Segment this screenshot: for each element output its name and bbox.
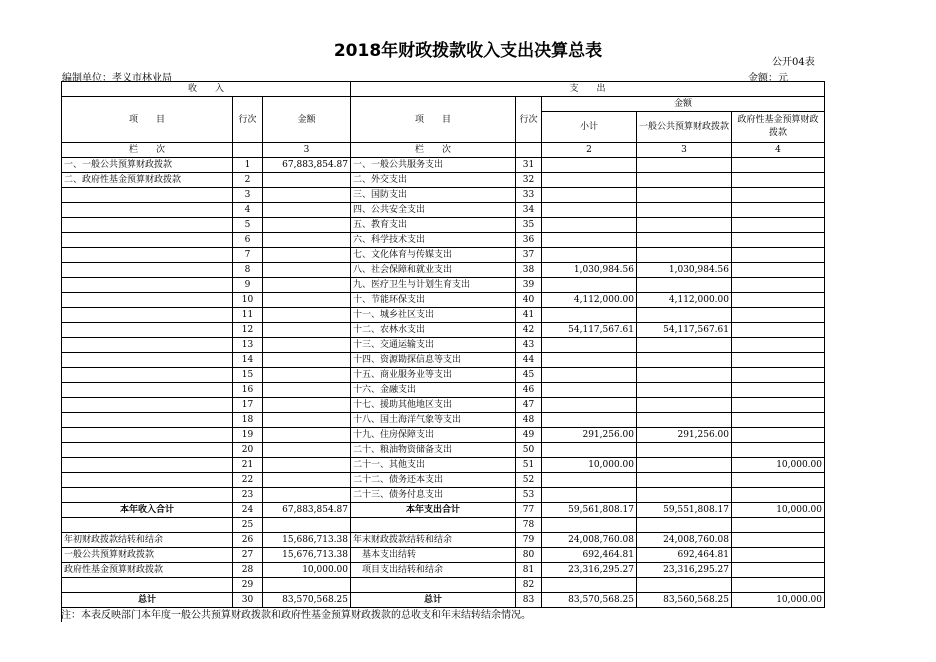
row-subtotal — [542, 398, 637, 413]
row-left-line-no: 16 — [233, 383, 263, 398]
row-left-item — [62, 233, 233, 248]
row-left-line-no: 9 — [233, 278, 263, 293]
row-general-budget: 291,256.00 — [637, 428, 732, 443]
row-right-item: 十、节能环保支出 — [351, 293, 516, 308]
row-right-item: 一、一般公共服务支出 — [351, 158, 516, 173]
row-left-line-no: 30 — [233, 593, 263, 608]
row-right-line-no: 35 — [516, 218, 542, 233]
column-index-4: 4 — [732, 143, 825, 158]
row-right-item: 八、社会保障和就业支出 — [351, 263, 516, 278]
row-fund-budget — [732, 203, 825, 218]
row-subtotal: 10,000.00 — [542, 458, 637, 473]
table-row — [62, 548, 825, 563]
row-right-item: 十八、国土海洋气象等支出 — [351, 413, 516, 428]
row-left-item — [62, 188, 233, 203]
table-row — [62, 278, 825, 293]
row-left-item: 年初财政拨款结转和结余 — [62, 533, 233, 548]
row-right-line-no: 38 — [516, 263, 542, 278]
row-left-item: 总计 — [62, 593, 233, 608]
row-right-item: 基本支出结转 — [351, 548, 516, 563]
row-fund-budget — [732, 353, 825, 368]
row-left-item — [62, 413, 233, 428]
row-general-budget — [637, 233, 732, 248]
table-row — [62, 368, 825, 383]
row-left-line-no: 11 — [233, 308, 263, 323]
row-right-line-no: 45 — [516, 368, 542, 383]
row-right-item: 七、文化体育与传媒支出 — [351, 248, 516, 263]
row-fund-budget — [732, 398, 825, 413]
row-fund-budget — [732, 578, 825, 593]
row-right-item: 本年支出合计 — [351, 503, 516, 518]
row-general-budget — [637, 518, 732, 533]
row-subtotal — [542, 233, 637, 248]
row-amount — [263, 203, 351, 218]
column-index-blank — [516, 143, 542, 158]
row-subtotal — [542, 488, 637, 503]
row-amount: 15,676,713.38 — [263, 548, 351, 563]
row-right-item: 年末财政拨款结转和结余 — [351, 533, 516, 548]
row-amount — [263, 518, 351, 533]
row-right-item: 十一、城乡社区支出 — [351, 308, 516, 323]
column-index-label-right: 栏 次 — [351, 143, 516, 158]
row-amount — [263, 578, 351, 593]
row-amount — [263, 413, 351, 428]
row-left-item — [62, 308, 233, 323]
row-right-line-no: 78 — [516, 518, 542, 533]
row-fund-budget — [732, 488, 825, 503]
row-right-line-no: 41 — [516, 308, 542, 323]
row-amount: 67,883,854.87 — [263, 503, 351, 518]
row-fund-budget — [732, 263, 825, 278]
row-right-line-no: 52 — [516, 473, 542, 488]
table-row — [62, 518, 825, 533]
row-right-line-no: 31 — [516, 158, 542, 173]
row-left-line-no: 10 — [233, 293, 263, 308]
table-row — [62, 203, 825, 218]
row-right-item: 二十三、债务付息支出 — [351, 488, 516, 503]
row-amount — [263, 263, 351, 278]
table-row — [62, 293, 825, 308]
row-right-item: 二、外交支出 — [351, 173, 516, 188]
row-left-line-no: 14 — [233, 353, 263, 368]
row-right-line-no: 50 — [516, 443, 542, 458]
row-right-item: 总计 — [351, 593, 516, 608]
row-subtotal — [542, 203, 637, 218]
row-left-item — [62, 338, 233, 353]
row-left-line-no: 3 — [233, 188, 263, 203]
row-left-item — [62, 323, 233, 338]
row-amount — [263, 473, 351, 488]
row-right-line-no: 33 — [516, 188, 542, 203]
item-header-left: 项 目 — [62, 97, 233, 143]
amount-group-header: 金额 — [542, 97, 825, 112]
row-fund-budget: 10,000.00 — [732, 593, 825, 608]
table-row — [62, 173, 825, 188]
row-left-item: 一、一般公共预算财政拨款 — [62, 158, 233, 173]
row-amount — [263, 308, 351, 323]
row-right-item — [351, 578, 516, 593]
row-right-line-no: 39 — [516, 278, 542, 293]
row-left-item — [62, 458, 233, 473]
row-general-budget — [637, 578, 732, 593]
row-general-budget — [637, 488, 732, 503]
row-right-item: 九、医疗卫生与计划生育支出 — [351, 278, 516, 293]
row-left-line-no: 22 — [233, 473, 263, 488]
row-amount — [263, 278, 351, 293]
row-general-budget — [637, 443, 732, 458]
form-number: 公开04表 — [772, 57, 815, 68]
row-right-line-no: 49 — [516, 428, 542, 443]
row-left-item: 本年收入合计 — [62, 503, 233, 518]
row-fund-budget — [732, 233, 825, 248]
table-row — [62, 533, 825, 548]
table-row — [62, 443, 825, 458]
item-header-right: 项 目 — [351, 97, 516, 143]
row-subtotal — [542, 353, 637, 368]
row-left-line-no: 1 — [233, 158, 263, 173]
row-left-item — [62, 578, 233, 593]
row-left-item — [62, 473, 233, 488]
column-index-3b: 3 — [637, 143, 732, 158]
row-right-item — [351, 518, 516, 533]
row-fund-budget — [732, 173, 825, 188]
row-left-item — [62, 383, 233, 398]
row-right-line-no: 43 — [516, 338, 542, 353]
row-general-budget: 692,464.81 — [637, 548, 732, 563]
row-right-line-no: 81 — [516, 563, 542, 578]
fund-budget-header: 政府性基金预算财政拨款 — [732, 112, 825, 143]
row-left-item — [62, 203, 233, 218]
row-subtotal: 291,256.00 — [542, 428, 637, 443]
row-amount — [263, 233, 351, 248]
row-right-line-no: 36 — [516, 233, 542, 248]
row-fund-budget — [732, 533, 825, 548]
row-right-item: 二十一、其他支出 — [351, 458, 516, 473]
row-fund-budget — [732, 428, 825, 443]
table-row — [62, 248, 825, 263]
row-fund-budget — [732, 473, 825, 488]
row-general-budget: 24,008,760.08 — [637, 533, 732, 548]
row-general-budget — [637, 368, 732, 383]
row-amount: 10,000.00 — [263, 563, 351, 578]
row-amount: 15,686,713.38 — [263, 533, 351, 548]
row-right-line-no: 77 — [516, 503, 542, 518]
row-left-item — [62, 263, 233, 278]
row-fund-budget — [732, 548, 825, 563]
row-subtotal: 54,117,567.61 — [542, 323, 637, 338]
row-amount — [263, 338, 351, 353]
table-row — [62, 338, 825, 353]
row-left-item — [62, 368, 233, 383]
row-amount — [263, 368, 351, 383]
budget-table — [61, 81, 825, 608]
row-subtotal — [542, 443, 637, 458]
row-right-line-no: 48 — [516, 413, 542, 428]
row-subtotal — [542, 278, 637, 293]
row-general-budget — [637, 173, 732, 188]
row-right-line-no: 80 — [516, 548, 542, 563]
row-amount — [263, 353, 351, 368]
row-general-budget: 4,112,000.00 — [637, 293, 732, 308]
row-amount — [263, 458, 351, 473]
row-amount — [263, 173, 351, 188]
row-left-item — [62, 398, 233, 413]
row-fund-budget — [732, 383, 825, 398]
row-subtotal — [542, 578, 637, 593]
row-right-line-no: 47 — [516, 398, 542, 413]
table-row — [62, 263, 825, 278]
row-general-budget — [637, 248, 732, 263]
row-left-line-no: 15 — [233, 368, 263, 383]
row-amount — [263, 428, 351, 443]
line-no-header-left: 行次 — [233, 97, 263, 143]
row-fund-budget: 10,000.00 — [732, 503, 825, 518]
row-left-item — [62, 218, 233, 233]
row-amount — [263, 443, 351, 458]
row-subtotal — [542, 413, 637, 428]
row-amount — [263, 188, 351, 203]
row-right-line-no: 42 — [516, 323, 542, 338]
table-row — [62, 188, 825, 203]
row-right-item: 五、教育支出 — [351, 218, 516, 233]
row-general-budget: 59,551,808.17 — [637, 503, 732, 518]
row-left-item — [62, 293, 233, 308]
row-left-item: 一般公共预算财政拨款 — [62, 548, 233, 563]
row-subtotal — [542, 518, 637, 533]
row-general-budget — [637, 413, 732, 428]
row-subtotal: 692,464.81 — [542, 548, 637, 563]
row-left-line-no: 4 — [233, 203, 263, 218]
row-subtotal: 23,316,295.27 — [542, 563, 637, 578]
row-amount — [263, 398, 351, 413]
column-index-2: 2 — [542, 143, 637, 158]
row-left-line-no: 20 — [233, 443, 263, 458]
table-row — [62, 308, 825, 323]
table-row — [62, 458, 825, 473]
row-right-item: 六、科学技术支出 — [351, 233, 516, 248]
table-row — [62, 353, 825, 368]
row-subtotal: 83,570,568.25 — [542, 593, 637, 608]
row-fund-budget — [732, 368, 825, 383]
row-left-line-no: 12 — [233, 323, 263, 338]
row-subtotal — [542, 338, 637, 353]
row-right-line-no: 37 — [516, 248, 542, 263]
table-row — [62, 413, 825, 428]
row-left-item — [62, 278, 233, 293]
row-fund-budget — [732, 248, 825, 263]
row-right-line-no: 40 — [516, 293, 542, 308]
table-row — [62, 323, 825, 338]
row-left-item — [62, 518, 233, 533]
row-fund-budget — [732, 278, 825, 293]
row-fund-budget — [732, 563, 825, 578]
row-fund-budget — [732, 188, 825, 203]
row-left-item: 政府性基金预算财政拨款 — [62, 563, 233, 578]
footnote: 注：本表反映部门本年度一般公共预算财政拨款和政府性基金预算财政拨款的总收支和年末结转结余情况。 — [61, 610, 531, 621]
row-fund-budget — [732, 323, 825, 338]
row-general-budget — [637, 398, 732, 413]
row-general-budget — [637, 278, 732, 293]
row-general-budget — [637, 383, 732, 398]
row-subtotal — [542, 368, 637, 383]
table-body — [62, 158, 825, 608]
table-row — [62, 218, 825, 233]
row-general-budget — [637, 308, 732, 323]
row-subtotal: 1,030,984.56 — [542, 263, 637, 278]
row-left-item — [62, 353, 233, 368]
row-right-item: 十二、农林水支出 — [351, 323, 516, 338]
row-general-budget — [637, 353, 732, 368]
row-amount — [263, 323, 351, 338]
row-general-budget — [637, 458, 732, 473]
row-right-item: 十九、住房保障支出 — [351, 428, 516, 443]
row-left-line-no: 29 — [233, 578, 263, 593]
row-general-budget — [637, 473, 732, 488]
row-general-budget: 1,030,984.56 — [637, 263, 732, 278]
table-row — [62, 473, 825, 488]
row-general-budget — [637, 158, 732, 173]
row-subtotal — [542, 308, 637, 323]
row-general-budget: 83,560,568.25 — [637, 593, 732, 608]
row-subtotal: 59,561,808.17 — [542, 503, 637, 518]
line-no-header-right: 行次 — [516, 97, 542, 143]
row-left-line-no: 19 — [233, 428, 263, 443]
row-left-line-no: 24 — [233, 503, 263, 518]
table-row — [62, 488, 825, 503]
row-fund-budget — [732, 518, 825, 533]
row-fund-budget: 10,000.00 — [732, 458, 825, 473]
general-budget-header: 一般公共预算财政拨款 — [637, 112, 732, 143]
row-right-item: 三、国防支出 — [351, 188, 516, 203]
table-row — [62, 398, 825, 413]
row-left-line-no: 6 — [233, 233, 263, 248]
table-row — [62, 158, 825, 173]
row-right-item: 十三、交通运输支出 — [351, 338, 516, 353]
row-left-line-no: 17 — [233, 398, 263, 413]
table-row — [62, 503, 825, 518]
row-subtotal — [542, 218, 637, 233]
table-row — [62, 578, 825, 593]
column-index-label-left: 栏 次 — [62, 143, 233, 158]
row-left-line-no: 21 — [233, 458, 263, 473]
row-fund-budget — [732, 413, 825, 428]
row-right-line-no: 53 — [516, 488, 542, 503]
row-right-item: 十五、商业服务业等支出 — [351, 368, 516, 383]
row-right-item: 十六、金融支出 — [351, 383, 516, 398]
row-fund-budget — [732, 443, 825, 458]
report-title: 2018年财政拨款收入支出决算总表 — [333, 41, 603, 61]
row-left-item — [62, 248, 233, 263]
row-left-item — [62, 443, 233, 458]
row-left-item — [62, 428, 233, 443]
row-right-item: 二十二、债务还本支出 — [351, 473, 516, 488]
row-fund-budget — [732, 308, 825, 323]
amount-header: 金额 — [263, 97, 351, 143]
column-index-3: 3 — [263, 143, 351, 158]
row-right-line-no: 44 — [516, 353, 542, 368]
row-left-item — [62, 488, 233, 503]
row-general-budget — [637, 203, 732, 218]
row-general-budget — [637, 338, 732, 353]
row-left-item: 二、政府性基金预算财政拨款 — [62, 173, 233, 188]
table-row — [62, 563, 825, 578]
row-amount — [263, 383, 351, 398]
income-header: 收 入 — [62, 82, 351, 97]
table-row — [62, 383, 825, 398]
row-right-line-no: 79 — [516, 533, 542, 548]
column-index-blank — [233, 143, 263, 158]
row-left-line-no: 8 — [233, 263, 263, 278]
row-left-line-no: 13 — [233, 338, 263, 353]
row-right-line-no: 83 — [516, 593, 542, 608]
row-left-line-no: 18 — [233, 413, 263, 428]
row-left-line-no: 28 — [233, 563, 263, 578]
row-subtotal: 4,112,000.00 — [542, 293, 637, 308]
row-right-line-no: 46 — [516, 383, 542, 398]
row-right-item: 项目支出结转和结余 — [351, 563, 516, 578]
row-amount: 83,570,568.25 — [263, 593, 351, 608]
row-fund-budget — [732, 158, 825, 173]
row-left-line-no: 25 — [233, 518, 263, 533]
row-fund-budget — [732, 218, 825, 233]
row-right-line-no: 32 — [516, 173, 542, 188]
row-left-line-no: 23 — [233, 488, 263, 503]
row-amount: 67,883,854.87 — [263, 158, 351, 173]
table-row — [62, 233, 825, 248]
row-right-item: 二十、粮油物资储备支出 — [351, 443, 516, 458]
row-general-budget: 54,117,567.61 — [637, 323, 732, 338]
row-general-budget: 23,316,295.27 — [637, 563, 732, 578]
row-amount — [263, 293, 351, 308]
row-subtotal — [542, 248, 637, 263]
row-right-line-no: 82 — [516, 578, 542, 593]
row-subtotal — [542, 188, 637, 203]
subtotal-header: 小计 — [542, 112, 637, 143]
row-amount — [263, 218, 351, 233]
row-amount — [263, 248, 351, 263]
row-left-line-no: 7 — [233, 248, 263, 263]
reporting-unit: 编制单位：孝义市林业局 — [62, 73, 172, 84]
expense-header: 支 出 — [351, 82, 825, 97]
row-subtotal — [542, 473, 637, 488]
row-right-item: 四、公共安全支出 — [351, 203, 516, 218]
row-subtotal: 24,008,760.08 — [542, 533, 637, 548]
row-fund-budget — [732, 293, 825, 308]
row-subtotal — [542, 173, 637, 188]
row-left-line-no: 27 — [233, 548, 263, 563]
row-right-line-no: 51 — [516, 458, 542, 473]
row-subtotal — [542, 383, 637, 398]
row-fund-budget — [732, 338, 825, 353]
row-right-line-no: 34 — [516, 203, 542, 218]
row-left-line-no: 2 — [233, 173, 263, 188]
row-general-budget — [637, 188, 732, 203]
currency-unit: 金额：元 — [748, 73, 788, 84]
row-right-item: 十七、援助其他地区支出 — [351, 398, 516, 413]
row-left-line-no: 5 — [233, 218, 263, 233]
row-general-budget — [637, 218, 732, 233]
row-left-line-no: 26 — [233, 533, 263, 548]
row-amount — [263, 488, 351, 503]
row-right-item: 十四、资源勘探信息等支出 — [351, 353, 516, 368]
table-row — [62, 428, 825, 443]
row-subtotal — [542, 158, 637, 173]
